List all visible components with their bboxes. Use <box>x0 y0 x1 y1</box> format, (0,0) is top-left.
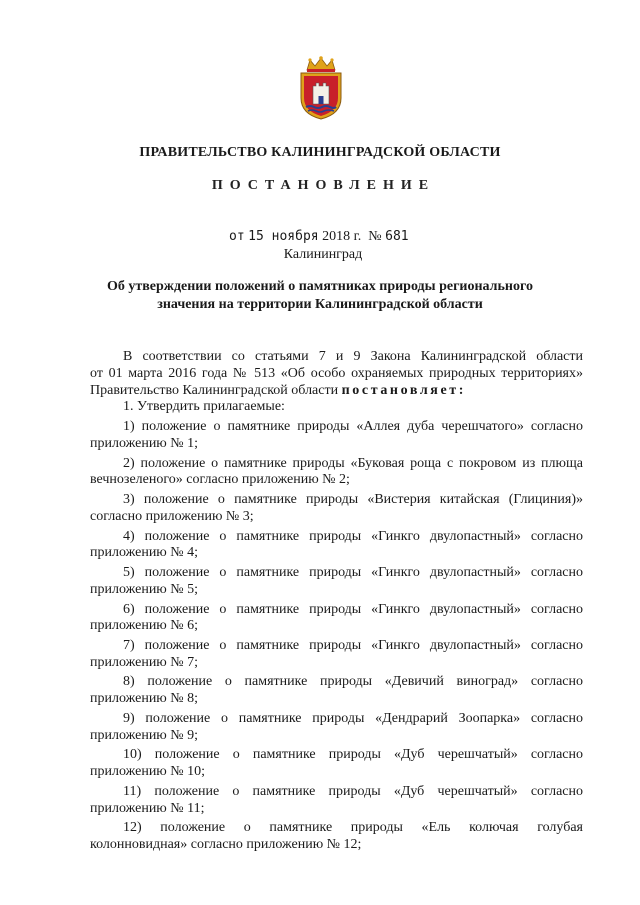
approve-line: 1. Утвердить прилагаемые: <box>123 399 285 415</box>
decree-number: 681 <box>385 229 409 244</box>
list-item-line-2: приложению № 6; <box>90 618 199 634</box>
decree-date-number-line <box>229 229 409 245</box>
list-item-line-2: приложению № 10; <box>90 764 206 780</box>
coat-of-arms-emblem <box>297 56 345 120</box>
list-item <box>90 602 583 636</box>
number-sign: № <box>368 229 382 244</box>
list-item-line-2: приложению № 7; <box>90 654 199 670</box>
preamble-line-2: от 01 марта 2016 года № 513 «Об особо охраняемых природных территориях» <box>90 365 583 381</box>
list-item-line-2: приложению № 1; <box>90 435 199 451</box>
list-item <box>90 784 583 818</box>
list-item-line-2: вечнозеленого» согласно приложению № 2; <box>90 472 350 488</box>
list-item-line-1: 8) положение о памятнике природы «Девичий виноград» согласно <box>123 674 583 690</box>
list-item-line-1: 5) положение о памятнике природы «Гинкго двулопастный» согласно <box>123 565 583 581</box>
resolves-keyword: постановляет: <box>341 382 467 398</box>
list-item <box>90 492 583 526</box>
list-item-line-1: 1) положение о памятнике природы «Аллея дуба черешчатого» согласно <box>123 419 583 435</box>
list-item <box>90 638 583 672</box>
list-item <box>90 565 583 599</box>
government-name: ПРАВИТЕЛЬСТВО КАЛИНИНГРАДСКОЙ ОБЛАСТИ <box>139 145 501 160</box>
preamble-line-1: В соответствии со статьями 7 и 9 Закона Калининградской области <box>123 349 583 364</box>
document-body <box>90 349 583 854</box>
list-item-line-1: 9) положение о памятнике природы «Дендрарий Зоопарка» согласно <box>123 710 583 726</box>
list-item-line-2: согласно приложению № 3; <box>90 508 254 524</box>
list-item-line-1: 3) положение о памятнике природы «Вистерия китайская (Глициния)» <box>123 492 583 508</box>
appendix-items-list <box>90 419 583 854</box>
decree-year: 2018 <box>322 229 351 244</box>
list-item-line-1: 6) положение о памятнике природы «Гинкго двулопастный» согласно <box>123 601 583 617</box>
list-item-line-2: приложению № 8; <box>90 691 199 707</box>
date-prefix: от <box>229 229 245 244</box>
preamble-line-3 <box>90 383 583 400</box>
list-item <box>90 456 583 490</box>
list-item <box>90 711 583 745</box>
list-item-line-2: приложению № 9; <box>90 727 199 743</box>
year-suffix: г. <box>353 229 362 244</box>
document-title-line-2: значения на территории Калининградской области <box>157 297 483 312</box>
list-item-line-1: 10) положение о памятнике природы «Дуб черешчатый» согласно <box>123 747 583 763</box>
document-type-heading: ПОСТАНОВЛЕНИЕ <box>211 178 436 193</box>
list-item <box>90 529 583 563</box>
list-item-line-1: 12) положение о памятнике природы «Ель колючая голубая <box>123 820 583 836</box>
list-item <box>90 747 583 781</box>
list-item-line-1: 11) положение о памятнике природы «Дуб черешчатый» согласно <box>123 783 583 799</box>
list-item-line-2: колонновидная» согласно приложению № 12; <box>90 837 362 853</box>
city-name: Калининград <box>283 247 363 262</box>
list-item-line-1: 7) положение о памятнике природы «Гинкго двулопастный» согласно <box>123 637 583 653</box>
list-item <box>90 674 583 708</box>
list-item <box>90 820 583 854</box>
document-title-line-1: Об утверждении положений о памятниках природы регионального <box>106 279 534 294</box>
preamble-government: Правительство Калининградской области <box>90 382 339 398</box>
list-item-line-1: 2) положение о памятнике природы «Буковая роща с покровом из плюща <box>123 455 583 471</box>
decree-date: 15 ноября <box>248 229 319 244</box>
list-item-line-2: приложению № 11; <box>90 800 205 816</box>
list-item-line-2: приложению № 5; <box>90 581 199 597</box>
list-item-line-1: 4) положение о памятнике природы «Гинкго двулопастный» согласно <box>123 528 583 544</box>
list-item-line-2: приложению № 4; <box>90 545 199 561</box>
list-item <box>90 419 583 453</box>
